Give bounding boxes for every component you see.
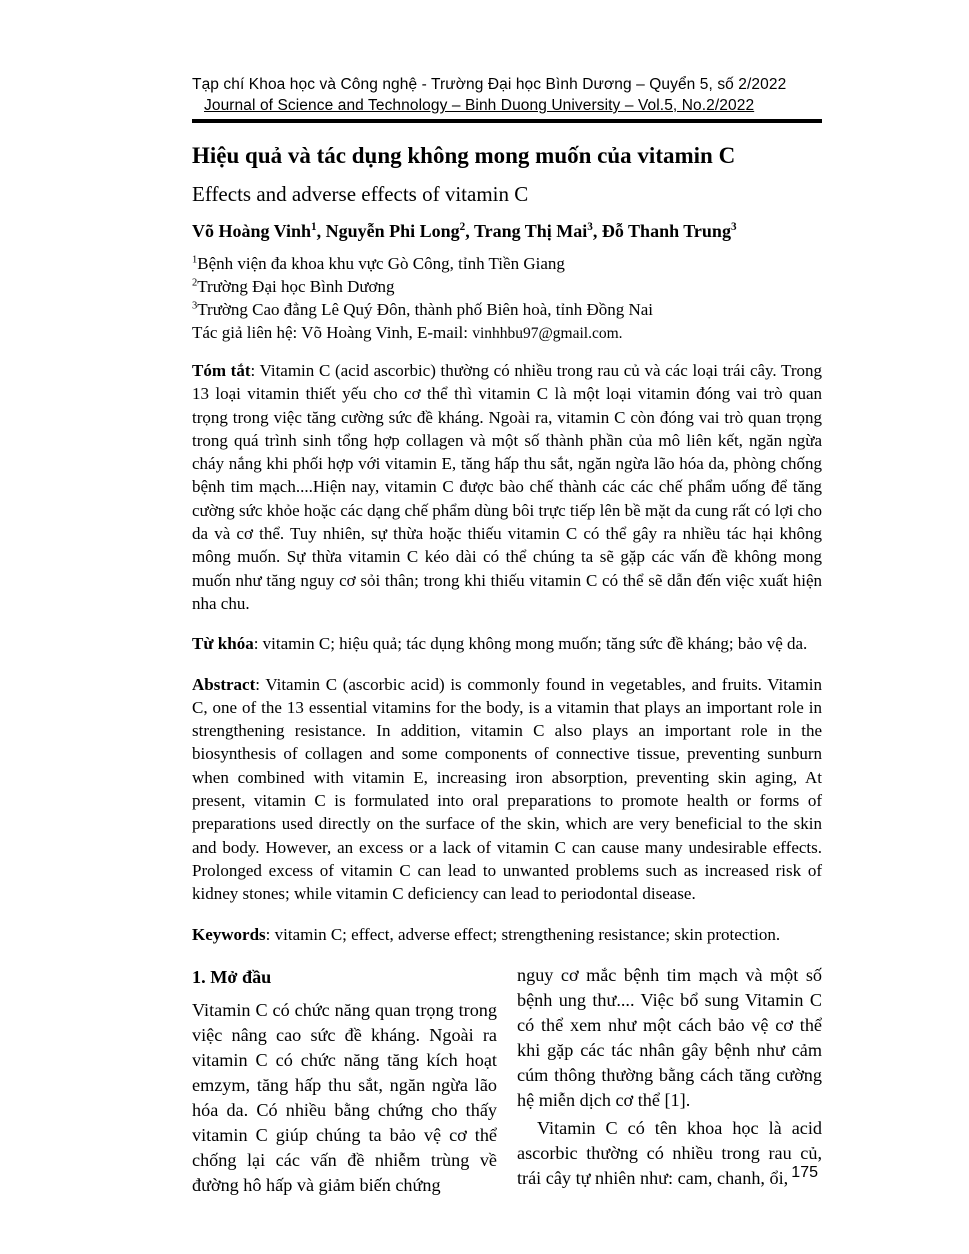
header-rule (192, 119, 822, 123)
running-head-vietnamese: Tạp chí Khoa học và Công nghệ - Trường Đại học Bình Dương – Quyển 5, số 2/2022 (192, 76, 787, 93)
contact-email: vinhhbu97@gmail.com. (472, 325, 623, 342)
two-column-body (192, 963, 822, 1198)
intro-paragraph-right-second: Vitamin C có tên khoa học là acid ascorbic thường có nhiều trong rau củ, trái cây tự nhiên như: cam, chanh, ổi, (517, 1117, 822, 1188)
affiliation-text: Bệnh viện đa khoa khu vực Gò Công, tỉnh Tiền Giang (197, 254, 565, 273)
affiliation-marker: 2 (192, 277, 198, 289)
running-head (192, 74, 822, 116)
abstract-vi-label: Tóm tắt (192, 361, 251, 380)
abstract-vi-text: : Vitamin C (acid ascorbic) thường có nhiều trong rau củ và các loại trái cây. Trong 13 loại vitamin thiết yếu cho cơ thể thì vitamin C là một loại vitamin đóng vai trò quan trọng trong việc tăng cường sức đề kháng. Ngoài ra, vitamin C còn đóng vai trò quan trọng trong quá trình sinh tổng hợp collagen và một số thành phần của mô liên kết, ngăn ngừa cháy nắng khi phối hợp với vitamin E, tăng hấp thu sắt, ngăn ngừa lão hóa da, phòng chống bệnh tim mạch....Hiện nay, vitamin C được bào chế thành các các chế phẩm uống để tăng cường sức khỏe hoặc các dạng chế phẩm dùng bôi trực tiếp lên bề mặt da cung rất có lợi cho da và cơ thể. Tuy nhiên, sự thừa hoặc thiếu vitamin C có thể gây ra nhiều tác hại không mông muốn. Sự thừa vitamin C kéo dài có thể chúng ta sẽ gặp các vấn đề không mong muốn như tăng nguy cơ sỏi thân; trong khi thiếu vitamin C có thể sẽ dẫn đến việc xuất hiện nha chu. (192, 361, 823, 613)
contact-prefix: Tác giả liên hệ: Võ Hoàng Vinh, E-mail: (192, 323, 473, 342)
author-separator: , (592, 221, 602, 241)
author-name: Nguyễn Phi Long (325, 221, 460, 241)
page-content (192, 0, 822, 1198)
right-column (517, 963, 822, 1198)
author-separator: , (465, 221, 474, 241)
article-title-vietnamese: Hiệu quả và tác dụng không mong muốn của vitamin C (192, 143, 736, 168)
intro-paragraph-left: Vitamin C có chức năng quan trọng trong việc nâng cao sức đề kháng. Ngoài ra vitamin C có chức năng tăng kích hoạt emzym, tăng hấp thu sắt, ngăn ngừa lão hóa da. Có nhiều bằng chứng cho thấy vitamin C giúp chúng ta bảo vệ cơ thể chống lại các vấn đề nhiễm trùng về đường hô hấp và giảm biến chứng (192, 999, 497, 1195)
abstract-english (192, 673, 822, 906)
author-separator: , (316, 221, 326, 241)
affiliation-row (192, 275, 822, 298)
abstract-en-text: : Vitamin C (ascorbic acid) is commonly found in vegetables, and fruits. Vitamin C, one of the 13 essential vitamins for the body, is a vitamin that plays an important role in strengthening resistance. In addition, vitamin C also plays an important role in the biosynthesis of collagen and some components of connective tissue, preventing sunburn when combined with vitamin E, increasing iron absorption, preventing skin aging, At present, vitamin C is formulated into oral preparations to promote health or forms of preparations used directly on the surface of the skin, which are very beneficial to the skin and body. However, an excess or a lack of vitamin C can cause many undesirable effects. Prolonged excess of vitamin C can lead to unwanted problems such as increased risk of kidney stones; while vitamin C deficiency can lead to periodontal disease. (192, 674, 822, 904)
authors-line (192, 219, 822, 243)
corresponding-author-line (192, 321, 822, 345)
keywords-vi-text: : vitamin C; hiệu quả; tác dụng không mong muốn; tăng sức đề kháng; bảo vệ da. (253, 634, 808, 654)
article-title-english: Effects and adverse effects of vitamin C (192, 182, 529, 206)
abstract-en-label: Abstract (192, 674, 256, 694)
affiliation-marker: 3 (192, 300, 198, 312)
running-head-english: Journal of Science and Technology – Binh Duong University – Vol.5, No.2/2022 (204, 97, 755, 114)
keywords-en-label: Keywords (192, 924, 266, 944)
affiliation-row (192, 252, 822, 275)
author-name: Võ Hoàng Vinh (192, 221, 312, 241)
keywords-vi-label: Từ khóa (192, 634, 254, 654)
affiliation-text: Trường Cao đẳng Lê Quý Đôn, thành phố Biên hoà, tỉnh Đồng Nai (197, 300, 654, 319)
affiliation-marker: 1 (192, 254, 198, 266)
page-number: 175 (791, 1164, 818, 1181)
affiliation-row (192, 298, 822, 321)
affiliations (192, 252, 822, 345)
author-name: Đỗ Thanh Trung (601, 221, 731, 241)
author-affil-marker: 3 (587, 221, 593, 233)
author-affil-marker: 3 (730, 221, 737, 233)
affiliation-text: Trường Đại học Bình Dương (197, 277, 395, 296)
abstract-vietnamese (192, 359, 822, 615)
section-heading-intro: 1. Mở đầu (192, 966, 272, 987)
left-column (192, 963, 497, 1198)
author-affil-marker: 1 (311, 221, 317, 233)
author-name: Trang Thị Mai (473, 221, 588, 241)
keywords-en-text: : vitamin C; effect, adverse effect; strengthening resistance; skin protection. (265, 924, 781, 944)
keywords-english (192, 923, 822, 946)
intro-paragraph-right-continued: nguy cơ mắc bệnh tim mạch và một số bệnh ung thư.... Việc bổ sung Vitamin C có thể xem như một cách bảo vệ cơ thể khi gặp các tác nhân gây bệnh như cảm cúm thông thường bằng cách tăng cường hệ miễn dịch cơ thể [1]. (517, 964, 822, 1110)
author-affil-marker: 2 (459, 221, 466, 233)
keywords-vietnamese (192, 632, 822, 655)
